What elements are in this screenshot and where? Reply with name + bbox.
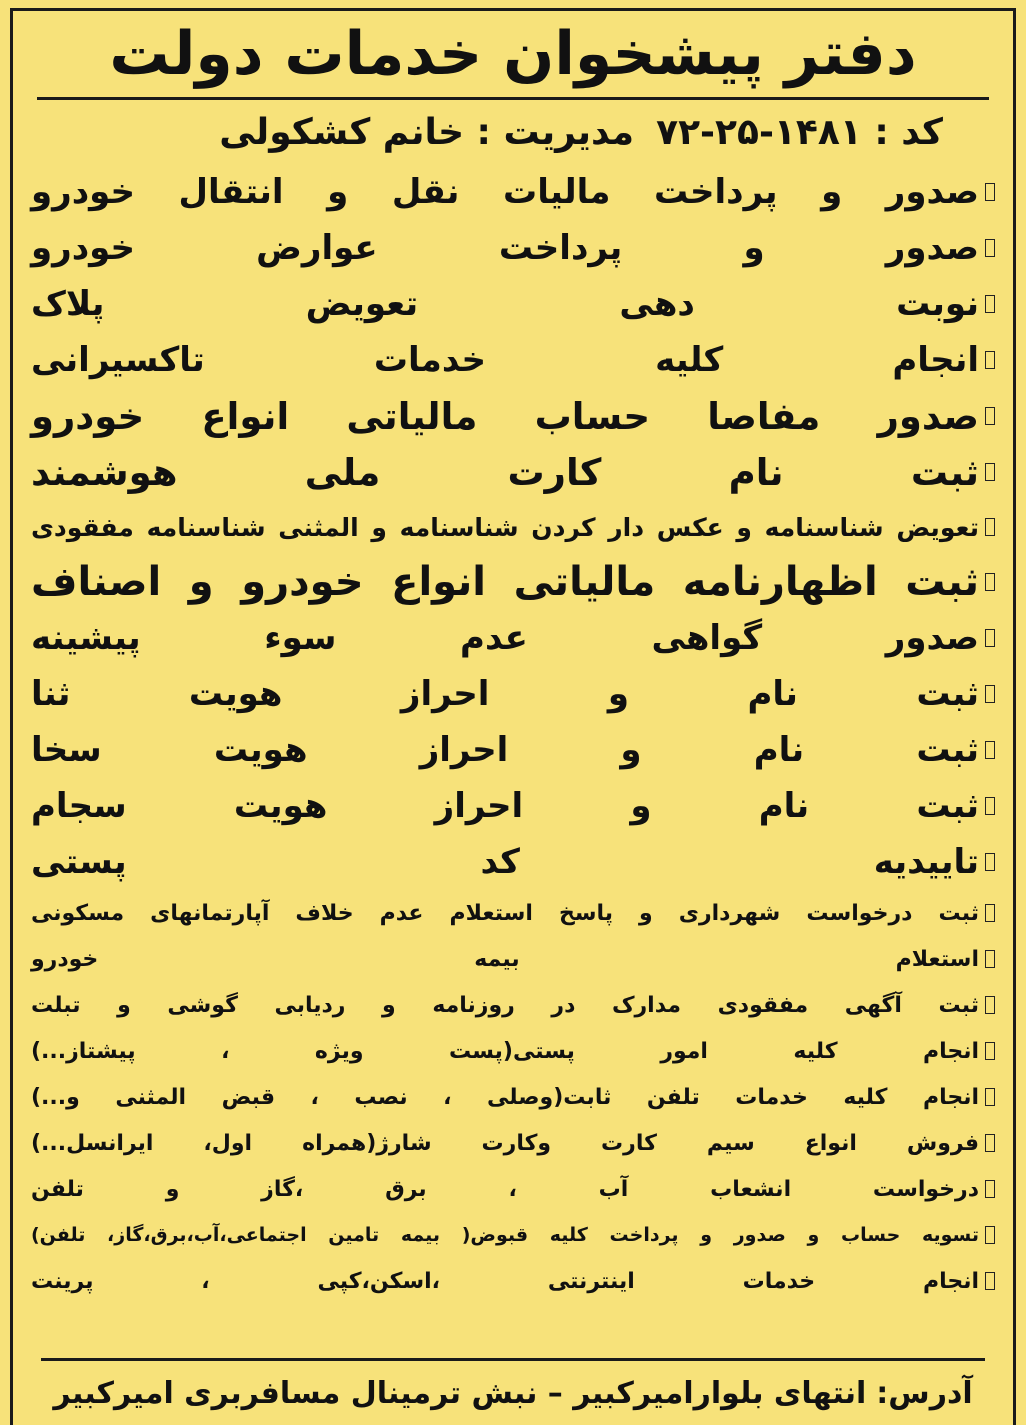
- checkbox-icon: [985, 741, 995, 759]
- list-item: درخواست انشعاب آب ، برق ،گاز و تلفن: [31, 1166, 995, 1212]
- checkbox-icon: [985, 463, 995, 481]
- checkbox-icon: [985, 573, 995, 591]
- services-list: [13, 164, 1013, 1304]
- checkbox-icon: [985, 1042, 995, 1060]
- list-item: صدور مفاصا حساب مالیاتی انواع خودرو: [31, 388, 995, 444]
- list-item: صدور و پرداخت مالیات نقل و انتقال خودرو: [31, 164, 995, 220]
- address-bar: [41, 1358, 985, 1425]
- list-item: ثبت آگهی مفقودی مدارک در روزنامه و ردیابی گوشی و تبلت: [31, 982, 995, 1028]
- checkbox-icon: [985, 1226, 995, 1244]
- checkbox-icon: [985, 629, 995, 647]
- checkbox-icon: [985, 685, 995, 703]
- checkbox-icon: [985, 853, 995, 871]
- checkbox-icon: [985, 1272, 995, 1290]
- checkbox-icon: [985, 1088, 995, 1106]
- checkbox-icon: [985, 407, 995, 425]
- list-item: تعویض شناسنامه و عکس دار کردن شناسنامه و المثنی شناسنامه مفقودی: [31, 500, 995, 554]
- page-title: دفتر پیشخوان خدمات دولت: [37, 11, 989, 100]
- checkbox-icon: [985, 518, 995, 536]
- list-item: ثبت نام کارت ملی هوشمند: [31, 444, 995, 500]
- list-item: انجام کلیه خدمات تلفن ثابت(وصلی ، نصب ، قبض المثنی و...): [31, 1074, 995, 1120]
- checkbox-icon: [985, 1180, 995, 1198]
- checkbox-icon: [985, 183, 995, 201]
- list-item: انجام کلیه امور پستی(پست ویژه ، پیشتاز...): [31, 1028, 995, 1074]
- checkbox-icon: [985, 295, 995, 313]
- checkbox-icon: [985, 351, 995, 369]
- list-item: نوبت دهی تعویض پلاک: [31, 276, 995, 332]
- address-text: انتهای بلوارامیرکبیر – نبش ترمینال مسافربری امیرکبیر: [53, 1375, 867, 1411]
- list-item: صدور گواهی عدم سوء پیشینه: [31, 610, 995, 666]
- list-item: تسویه حساب و صدور و پرداخت کلیه قبوض( بیمه تامین اجتماعی،آب،برق،گاز، تلفن): [31, 1212, 995, 1258]
- list-item: انجام خدمات اینترنتی ،اسکن،کپی ، پرینت: [31, 1258, 995, 1304]
- checkbox-icon: [985, 996, 995, 1014]
- list-item: ثبت نام و احراز هویت سجام: [31, 778, 995, 834]
- list-item: ثبت اظهارنامه مالیاتی انواع خودرو و اصناف: [31, 554, 995, 610]
- checkbox-icon: [985, 1134, 995, 1152]
- checkbox-icon: [985, 950, 995, 968]
- list-item: ثبت نام و احراز هویت ثنا: [31, 666, 995, 722]
- checkbox-icon: [985, 904, 995, 922]
- list-item: ثبت نام و احراز هویت سخا: [31, 722, 995, 778]
- flyer-frame: [10, 8, 1016, 1425]
- checkbox-icon: [985, 797, 995, 815]
- address-label: آدرس:: [876, 1375, 973, 1411]
- list-item: صدور و پرداخت عوارض خودرو: [31, 220, 995, 276]
- list-item: تاییدیه کد پستی: [31, 834, 995, 890]
- office-code: کد : ۱۴۸۱-۲۵-۷۲: [656, 111, 943, 153]
- manager-name: مدیریت : خانم کشکولی: [219, 111, 635, 153]
- checkbox-icon: [985, 239, 995, 257]
- list-item: ثبت درخواست شهرداری و پاسخ استعلام عدم خلاف آپارتمانهای مسکونی: [31, 890, 995, 936]
- list-item: استعلام بیمه خودرو: [31, 936, 995, 982]
- header-info: [13, 100, 1013, 164]
- list-item: انجام کلیه خدمات تاکسیرانی: [31, 332, 995, 388]
- list-item: فروش انواع سیم کارت وکارت شارژ(همراه اول، ایرانسل...): [31, 1120, 995, 1166]
